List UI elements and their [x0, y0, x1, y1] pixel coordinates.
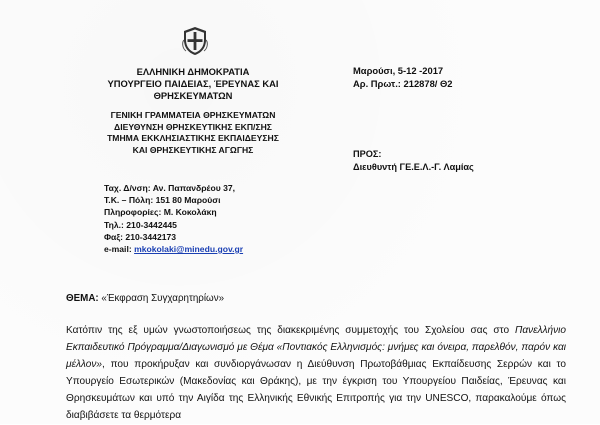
subject-text: «Έκφραση Συγχαρητηρίων» [98, 293, 225, 304]
protocol-number: Αρ. Πρωτ.: 212878/ Θ2 [353, 78, 453, 90]
body-text-part: Κατόπιν της εξ υμών γνωστοποιήσεως της διακεκριμένης συμμετοχής του Σχολείου σας στο [66, 325, 515, 336]
contact-phone: Τηλ.: 210-3442445 [104, 219, 177, 230]
contact-email-row [104, 243, 304, 255]
email-link[interactable]: mkokolaki@minedu.gov.gr [134, 244, 244, 255]
recipient-name: Διευθυντή ΓΕ.Ε.Λ.-Γ. Λαμίας [353, 162, 474, 172]
department-line: ΔΙΕΥΘΥΝΣΗ ΘΡΗΣΚΕΥΤΙΚΗΣ ΕΚΠ/ΣΗΣ [114, 121, 272, 132]
contact-address: Ταχ. Δ/νση: Αν. Παπανδρέου 37, [104, 183, 236, 193]
header-line: ΥΠΟΥΡΓΕΙΟ ΠΑΙΔΕΙΑΣ, ΈΡΕΥΝΑΣ ΚΑΙ [107, 78, 279, 89]
hellenic-emblem-icon [182, 26, 208, 56]
recipient-label: ΠΡΟΣ: [353, 149, 382, 159]
email-label: e-mail: [104, 244, 135, 255]
document-date: Μαρούσι, 5-12 -2017 [353, 65, 444, 76]
contact-info: Πληροφορίες: Μ. Κοκολάκη [104, 207, 217, 218]
body-text-part: , που προκήρυξαν και συνδιοργάνωσαν η Διεύθυνση Πρωτοβάθμιας Εκπαίδευσης Σερρών και το Υπουργείο Εσωτερικών (Μακεδονίας και Θράκης), με την έγκριση του Υπουργείου Παιδείας, Έρευνας και Θρησκευμάτων και υπό την Αιγίδα της Ελληνικής Εθνικής Επιτροπής για την UNESCO, παρακαλούμε όπως διαβιβάσετε τα θερμότερα [66, 359, 566, 422]
body-paragraph [66, 322, 566, 425]
department-header [78, 110, 308, 156]
program-title: Πανελλήνιο Εκπαιδευτικό Πρόγραμμα/Διαγωνισμό με Θέμα «Ποντιακός Ελληνισμός: μνήμες και όνειρα, παρελθόν, παρόν και μέλλον» [66, 325, 566, 371]
ministry-header [98, 66, 288, 102]
subject-line [66, 293, 546, 305]
date-protocol-block [353, 64, 553, 90]
department-line: ΓΕΝΙΚΗ ΓΡΑΜΜΑΤΕΙΑ ΘΡΗΣΚΕΥΜΑΤΩΝ [110, 110, 276, 120]
header-line: ΘΡΗΣΚΕΥΜΑΤΩΝ [153, 90, 233, 101]
recipient-block [353, 148, 573, 174]
contact-fax: Φαξ: 210-3442173 [104, 231, 177, 242]
contact-postal: Τ.Κ. – Πόλη: 151 80 Μαρούσι [104, 195, 221, 206]
department-line: ΤΜΗΜΑ ΕΚΚΛΗΣΙΑΣΤΙΚΗΣ ΕΚΠΑΙΔΕΥΣΗΣ [107, 133, 279, 144]
header-line: ΕΛΛΗΝΙΚΗ ΔΗΜΟΚΡΑΤΙΑ [136, 66, 250, 77]
contact-block [104, 182, 304, 255]
department-line: ΚΑΙ ΘΡΗΣΚΕΥΤΙΚΗΣ ΑΓΩΓΗΣ [132, 144, 254, 155]
subject-label: ΘΕΜΑ: [66, 293, 99, 304]
